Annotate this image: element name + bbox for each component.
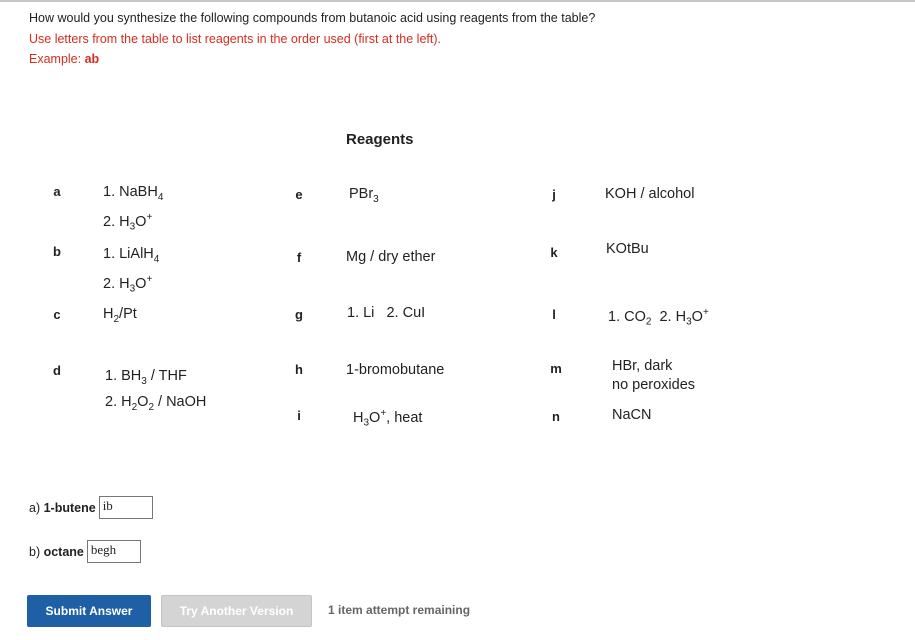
reagent-letter-b: b — [53, 244, 61, 259]
answer-input-b[interactable]: begh — [87, 540, 141, 563]
reagent-letter-m: m — [550, 361, 562, 376]
reagent-a: 1. NaBH$_4$ 2. $H_3O^+$ — [103, 184, 164, 233]
reagent-e: PBr$_3$ — [349, 186, 379, 205]
reagent-b: 1. LiAlH$_4$ 2. $H_3O^+$ — [103, 246, 160, 295]
reagent-letter-k: k — [550, 245, 558, 260]
reagent-m: HBr, dark no peroxides — [612, 358, 696, 393]
reagent-letter-a: a — [53, 184, 61, 199]
question-text: How would you synthesize the following compounds from butanoic acid using reagents from the table? — [29, 11, 596, 25]
reagent-j: KOH / alcohol — [605, 186, 695, 202]
reagent-letter-i: i — [297, 408, 301, 423]
reagents-title: Reagents — [346, 131, 414, 148]
answer-label-a: a) 1-butene — [29, 500, 96, 515]
answer-label-b: b) octane — [29, 544, 84, 559]
reagent-i: $H_3O^+$, heat — [353, 408, 423, 429]
attempts-remaining-text: 1 item attempt remaining — [328, 603, 471, 617]
instruction-text: Use letters from the table to list reagents in the order used (first at the left). — [29, 32, 441, 46]
try-another-version-button[interactable]: Try Another Version — [161, 595, 312, 627]
reagent-letter-g: g — [295, 307, 303, 322]
reagent-n: NaCN — [612, 407, 652, 423]
example-value: ab — [84, 52, 100, 66]
answer-input-a[interactable]: ib — [99, 496, 153, 519]
example-prefix: Example: — [29, 52, 85, 66]
top-divider — [0, 0, 915, 2]
reagent-k: KOtBu — [606, 241, 649, 257]
reagent-letter-d: d — [53, 363, 61, 378]
answer-row-b — [29, 540, 141, 563]
reagent-l: 1. $CO_2$ 2. $H_3O^+$ — [608, 307, 709, 328]
example-text — [29, 52, 99, 66]
reagent-letter-j: j — [552, 187, 556, 202]
reagent-letter-h: h — [295, 362, 303, 377]
reagent-d: 1. $BH_3$ / THF 2. $H_2O_2$ / NaOH — [105, 368, 207, 413]
reagent-h: 1-bromobutane — [346, 362, 445, 378]
answer-row-a — [29, 496, 153, 519]
reagent-f: Mg / dry ether — [346, 249, 436, 265]
reagent-g: 1. Li 2. CuI — [347, 305, 426, 321]
reagent-letter-f: f — [296, 250, 302, 265]
submit-answer-button[interactable]: Submit Answer — [27, 595, 151, 627]
reagent-letter-l: l — [552, 307, 556, 322]
reagent-c: $H_2/Pt$ — [103, 306, 137, 325]
reagent-letter-n: n — [552, 409, 560, 424]
reagent-letter-c: c — [53, 307, 61, 322]
reagent-letter-e: e — [295, 187, 303, 202]
